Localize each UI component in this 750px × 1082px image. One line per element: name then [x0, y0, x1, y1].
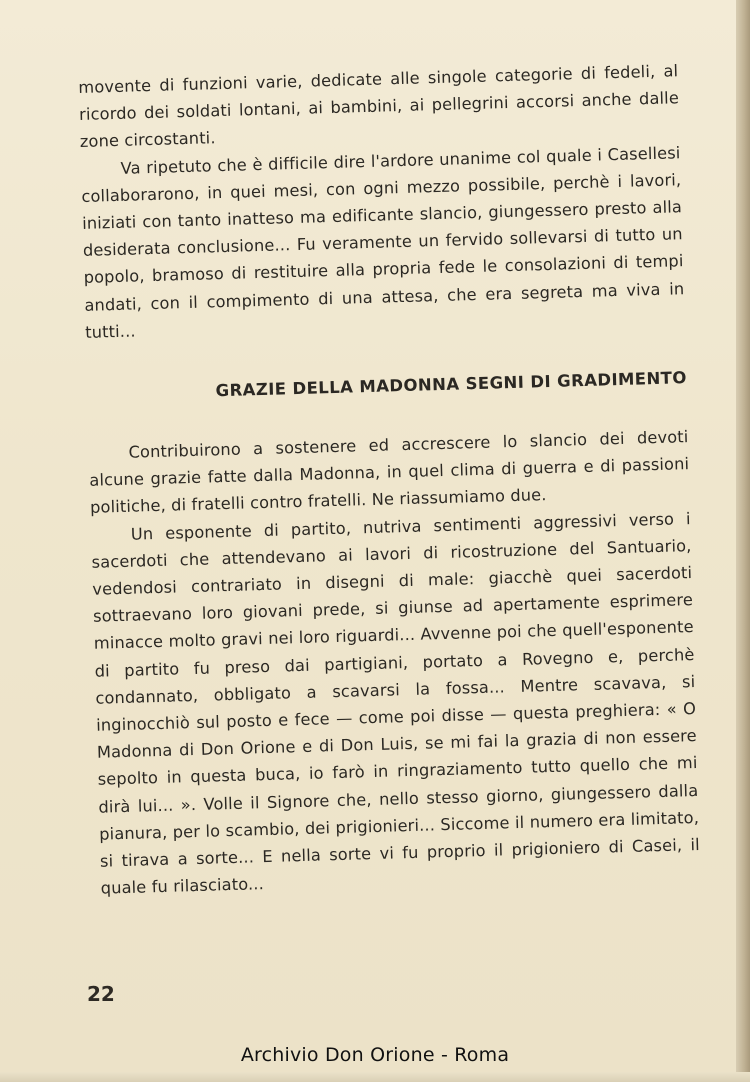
body-paragraph: Va ripetuto che è difficile dire l'ardore unanime col quale i Casellesi collaborarono, in quei mesi, con ogni mezzo possibile, perchè i lavori, iniziati con tanto inatteso ma edificante slancio, giungessero presto alla desiderata conclusione... Fu veramente un fervido sollevarsi di tutto un popolo, bramoso di restituire alla propria fede le consolazioni di tempi andati, con il compimento di una attesa, che era segreta ma viva in tutti...: [81, 142, 685, 342]
scan-bottom-edge: [0, 1072, 750, 1082]
section-story-paragraph: Un esponente di partito, nutriva sentimenti aggressivi verso i sacerdoti che attendevano ai lavori di ricostruzione del Santuario, vedendosi contrariato in disegni di male: giacchè quei sacerdoti sottraevano loro giovani prede, si giunse ad apertamente esprimere minacce molto gravi nei loro riguardi... Avvenne poi che quell'esponente di partito fu preso dai partigiani, portato a Rovegno e, perchè condannato, obbligato a scavarsi la fossa... Mentre scavava, si inginocchiò sul posto e fece — come poi disse — questa preghiera: « O Madonna di Don Orione e di Don Luis, se mi fai la grazia di non essere sepolto in questa buca, io farò in ringraziamento tutto quello che mi dirà lui... ». Volle il Signore che, nello stesso giorno, giungessero dalla pianura, per lo scambio, dei prigionieri... Siccome il numero era limitato, si tirava a sorte... E nella sorte vi fu proprio il prigioniero di Casei, il quale fu rilasciato...: [91, 508, 701, 898]
page-text-block: [78, 57, 701, 902]
page-number: 22: [87, 982, 115, 1006]
continuation-paragraph: movente di funzioni varie, dedicate alle singole categorie di fedeli, al ricordo dei soldati lontani, ai bambini, ai pellegrini accorsi anche dalle zone circostanti.: [78, 61, 680, 152]
book-spine-edge: [736, 0, 750, 1082]
section-heading: GRAZIE DELLA MADONNA SEGNI DI GRADIMENTO: [215, 368, 687, 401]
section-intro-paragraph: Contribuirono a sostenere ed accrescere lo slancio dei devoti alcune grazie fatte dalla Madonna, in quel clima di guerra e di passioni politiche, di fratelli contro fratelli. Ne riassumiamo due.: [89, 427, 690, 518]
archive-watermark-label: Archivio Don Orione - Roma: [240, 1044, 510, 1066]
